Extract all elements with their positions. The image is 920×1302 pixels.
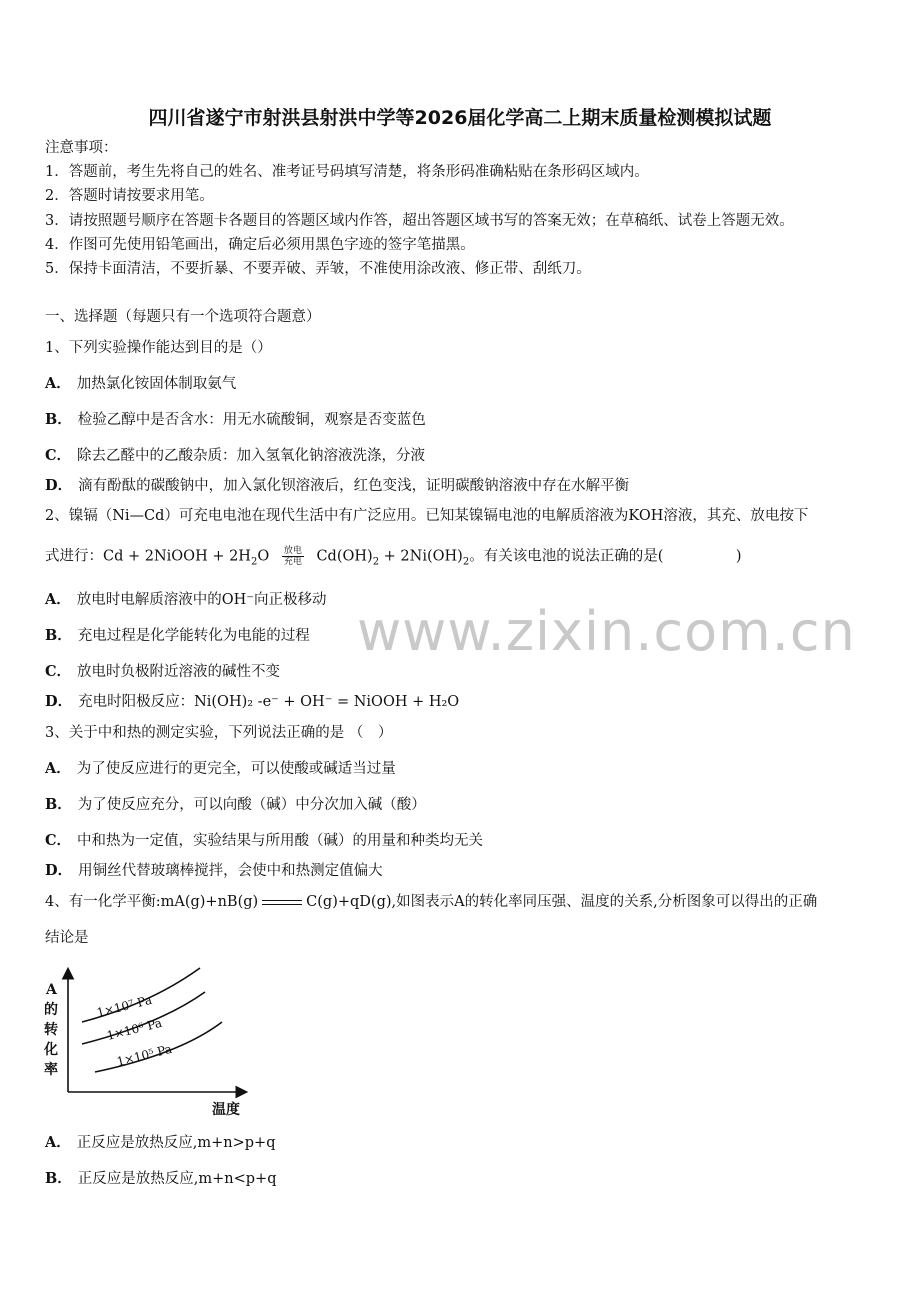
ylabel-char: 的 [44, 1002, 58, 1018]
q3-option-a: A． 为了使反应进行的更完全，可以使酸或碱适当过量 [45, 760, 396, 777]
notice-item: 5．保持卡面清洁，不要折暴、不要弄破、弄皱，不准使用涂改液、修正带、刮纸刀。 [45, 261, 591, 277]
equilibrium-arrow-icon [262, 897, 302, 907]
question-3-stem: 3、关于中和热的测定实验，下列说法正确的是 （ ） [45, 725, 393, 741]
reaction-arrow: $\frac{\text{放电}}{\text{充电}}$ [283, 546, 302, 567]
curve-label-1e6: 1×10⁶ Pa [105, 1015, 164, 1043]
q1-option-a: A． 加热氯化铵固体制取氨气 [45, 375, 237, 392]
q2-option-a: A． 放电时电解质溶液中的OH⁻向正极移动 [45, 591, 327, 608]
q1-option-c: C． 除去乙醛中的乙酸杂质：加入氢氧化钠溶液洗涤，分液 [45, 447, 426, 464]
q3-option-d: D． 用铜丝代替玻璃棒搅拌，会使中和热测定值偏大 [45, 862, 383, 879]
notice-heading: 注意事项： [45, 140, 118, 156]
section-heading: 一、选择题（每题只有一个选项符合题意） [45, 309, 321, 325]
q3-option-b: B． 为了使反应充分，可以向酸（碱）中分次加入碱（酸） [45, 796, 426, 813]
ylabel-char: 转 [44, 1022, 58, 1038]
page-title: 四川省遂宁市射洪县射洪中学等2026届化学高二上期末质量检测模拟试题 [148, 107, 772, 129]
q3-option-c: C． 中和热为一定值，实验结果与所用酸（碱）的用量和种类均无关 [45, 832, 484, 849]
q4-option-b: B． 正反应是放热反应,m+n<p+q [45, 1170, 277, 1187]
q4-option-a: A． 正反应是放热反应,m+n>p+q [45, 1134, 276, 1151]
ylabel-char: A [46, 982, 57, 998]
q1-option-d: D． 滴有酚酞的碳酸钠中，加入氯化钡溶液后，红色变浅，证明碳酸钠溶液中存在水解平衡 [45, 477, 630, 494]
question-2-stem: 2、镍镉（Ni—Cd）可充电电池在现代生活中有广泛应用。已知某镍镉电池的电解质溶液为KOH溶液，其充、放电按下 [45, 508, 809, 524]
notice-item: 3．请按照题号顺序在答题卡各题目的答题区域内作答，超出答题区域书写的答案无效；在草稿纸、试卷上答题无效。 [45, 213, 794, 229]
ylabel-char: 率 [44, 1062, 58, 1078]
q1-option-b: B． 检验乙醇中是否含水：用无水硫酸铜，观察是否变蓝色 [45, 411, 426, 428]
notice-item: 4．作图可先使用铅笔画出，确定后必须用黑色字迹的签字笔描黑。 [45, 237, 475, 253]
watermark: www.zixin.com.cn [357, 600, 856, 663]
question-1-stem: 1、下列实验操作能达到目的是（） [45, 340, 272, 356]
curve-label-1e5: 1×10⁵ Pa [115, 1041, 174, 1069]
question-4-stem: 4、有一化学平衡:mA(g)+nB(g) C(g)+qD(g),如图表示A的转化率同压强、温度的关系,分析图象可以得出的正确 [45, 894, 818, 910]
conversion-graph [40, 962, 260, 1120]
notice-item: 1．答题前，考生先将自己的姓名、准考证号码填写清楚，将条形码准确粘贴在条形码区域内。 [45, 164, 649, 180]
curve-label-1e7: 1×10⁷ Pa [95, 992, 154, 1020]
question-2-equation: 式进行：Cd + 2NiOOH + $2H_2O$ $\frac{\text{放电}}{\text{充电}}$ $Cd(OH)_2 + 2Ni(OH)_2$。有关该电池的说法正确的是( ) [45, 546, 742, 568]
xlabel: 温度 [212, 1102, 240, 1118]
question-4-stem-cont: 结论是 [45, 930, 89, 946]
ylabel-char: 化 [44, 1042, 58, 1058]
q2-option-d: D． 充电时阳极反应：Ni(OH)₂ -e⁻ + OH⁻ = NiOOH + H₂O [45, 693, 460, 710]
q2-option-b: B． 充电过程是化学能转化为电能的过程 [45, 627, 310, 644]
notice-item: 2．答题时请按要求用笔。 [45, 188, 214, 204]
q2-option-c: C． 放电时负极附近溶液的碱性不变 [45, 663, 281, 680]
